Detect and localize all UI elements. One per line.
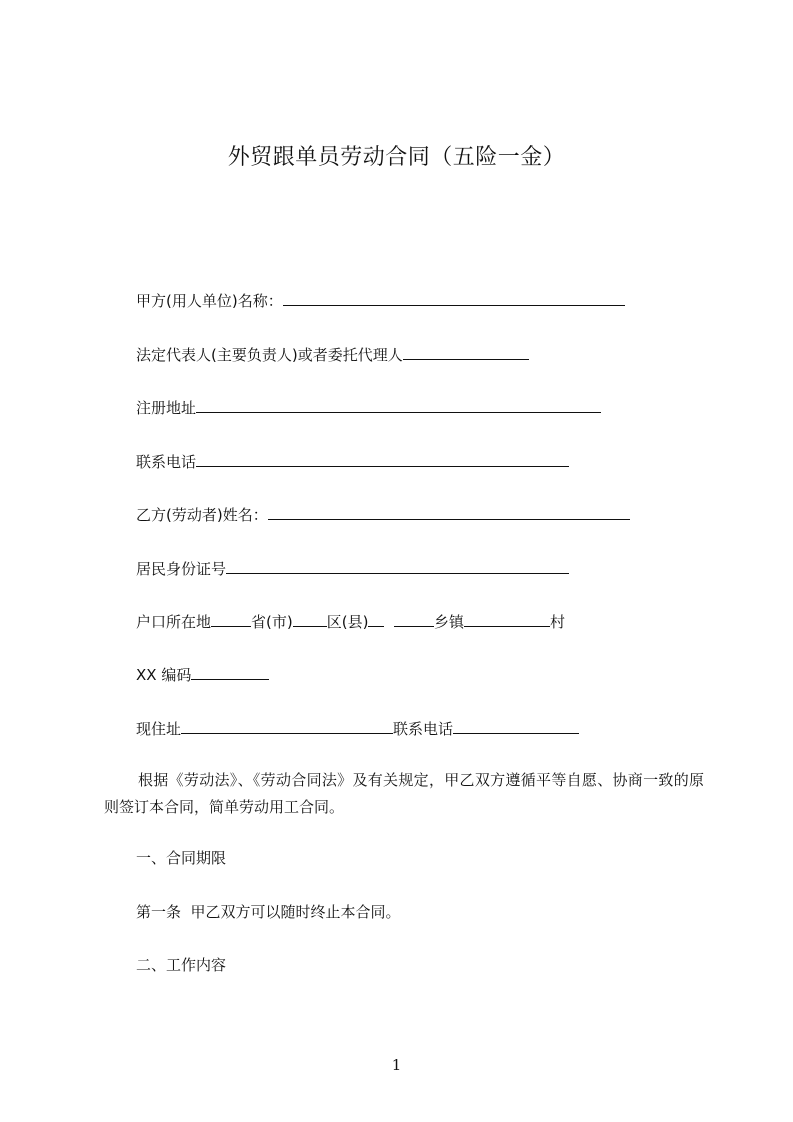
document-title: 外贸跟单员劳动合同（五险一金） xyxy=(227,145,566,170)
legal-rep-label: 法定代表人(主要负责人)或者委托代理人 xyxy=(136,346,403,364)
contact-phone-a-line xyxy=(136,452,569,472)
household-district-label: 区(县) xyxy=(326,613,369,631)
current-address-line xyxy=(136,719,579,739)
postal-code-label: XX 编码 xyxy=(136,666,192,684)
household-town-label: 乡镇 xyxy=(434,613,465,631)
household-province-blank[interactable] xyxy=(211,612,251,627)
postal-code-blank[interactable] xyxy=(191,665,269,680)
household-line xyxy=(136,612,565,632)
contact-phone-a-label: 联系电话 xyxy=(136,453,197,471)
household-town-blank[interactable] xyxy=(394,612,434,627)
household-label: 户口所在地 xyxy=(136,613,212,631)
reg-address-blank[interactable] xyxy=(196,398,601,413)
article-1: 第一条 甲乙双方可以随时终止本合同。 xyxy=(136,903,401,921)
reg-address-line xyxy=(136,398,601,418)
current-address-label: 现住址 xyxy=(136,720,182,738)
party-a-line xyxy=(136,291,625,311)
section-1-heading: 一、合同期限 xyxy=(136,849,227,867)
party-b-label: 乙方(劳动者)姓名： xyxy=(136,506,268,524)
household-village-blank[interactable] xyxy=(464,612,550,627)
contact-phone-b-blank[interactable] xyxy=(453,719,579,734)
postal-code-line xyxy=(136,665,269,685)
id-number-label: 居民身份证号 xyxy=(136,560,227,578)
intro-paragraph: 根据《劳动法》、《劳动合同法》及有关规定，甲乙双方遵循平等自愿、协商一致的原则签订本合同，简单劳动用工合同。 xyxy=(104,771,704,816)
household-village-label: 村 xyxy=(550,613,566,631)
section-2-heading: 二、工作内容 xyxy=(136,956,227,974)
id-number-line xyxy=(136,559,569,579)
reg-address-label: 注册地址 xyxy=(136,399,197,417)
page-number: 1 xyxy=(391,1056,402,1074)
party-b-line xyxy=(136,505,630,525)
legal-rep-line xyxy=(136,345,529,365)
legal-rep-blank[interactable] xyxy=(403,345,529,360)
current-address-blank[interactable] xyxy=(181,719,393,734)
household-district-blank[interactable] xyxy=(368,612,384,627)
id-number-blank[interactable] xyxy=(226,559,569,574)
household-city-blank[interactable] xyxy=(293,612,327,627)
party-a-label: 甲方(用人单位)名称： xyxy=(136,292,283,310)
party-b-blank[interactable] xyxy=(268,505,630,520)
contact-phone-a-blank[interactable] xyxy=(196,452,569,467)
party-a-blank[interactable] xyxy=(283,291,625,306)
household-province-label: 省(市) xyxy=(251,613,293,631)
contact-phone-b-label: 联系电话 xyxy=(393,720,454,738)
